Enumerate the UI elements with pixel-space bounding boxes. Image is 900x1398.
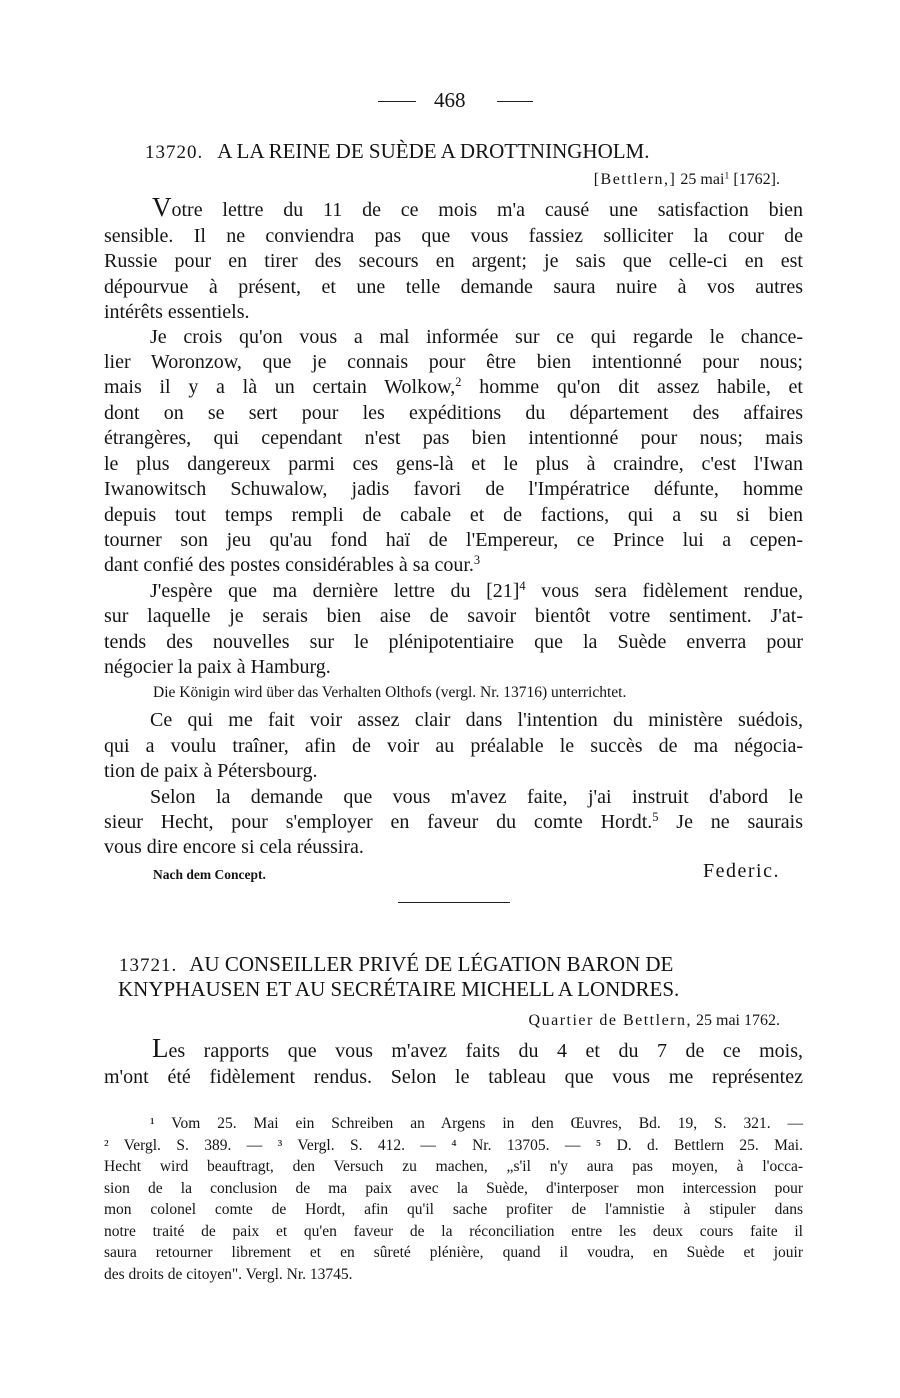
dateline-date: 25 mai (680, 171, 725, 188)
text-line: sur laquelle je serais bien aise de savoir bientôt votre sentiment. J'at- (104, 605, 803, 627)
text-line (104, 555, 803, 575)
text-line: vous dire encore si cela réussira. (104, 836, 364, 858)
text-line: lier Woronzow, que je connais pour être bien intentionné pour nous; (104, 351, 803, 373)
text-span: es rapports que vous m'avez faits du 4 et du 7 de ce mois, (168, 1040, 803, 1062)
text-line (104, 377, 803, 397)
footnote-ref: 4 (519, 579, 526, 594)
letter-title: A LA REINE DE SUÈDE A DROTTNINGHOLM. (217, 139, 650, 163)
footnote-ref: 3 (473, 553, 481, 568)
text-line: sensible. Il ne conviendra pas que vous fassiez solliciter la cour de (104, 225, 803, 247)
footnote-ref: 5 (652, 810, 659, 825)
dateline-date: 25 mai 1762. (696, 1012, 780, 1029)
dateline-year: [1762]. (733, 171, 780, 188)
text-span: homme qu'on dit assez habile, et (461, 376, 803, 398)
text-span: sieur Hecht, pour s'employer en faveur du comte Hordt. (104, 811, 653, 833)
text-line: Russie pour en tirer des secours en argent; je sais que celle-ci en est (104, 250, 803, 272)
text-line: intérêts essentiels. (104, 301, 250, 323)
text-line: étrangères, qui cependant n'est pas bien intentionné pour nous; mais (104, 427, 803, 449)
text-line (152, 192, 803, 222)
text-span: Je ne saurais (658, 811, 804, 833)
footnote-line: Hecht wird beauftragt, den Versuch zu machen, „s'il n'y aura pas moyen, à l'occa- (104, 1158, 803, 1175)
source-note: Nach dem Concept. (153, 867, 266, 882)
footnote-line: mon colonel comte de Hordt, afin qu'il sache profiter de l'amnistie à stipuler dans (104, 1201, 803, 1218)
dateline (594, 172, 780, 188)
editorial-note: Die Königin wird über das Verhalten Olthofs (vergl. Nr. 13716) unterrichtet. (153, 684, 627, 701)
text-line: tends des nouvelles sur le plénipotentiaire que la Suède enverra pour (104, 631, 803, 653)
text-span: otre lettre du 11 de ce mois m'a causé une satisfaction bien (171, 199, 803, 221)
footnote-line: notre traité de paix et qu'en faveur de la réconciliation entre les deux cours faite il (104, 1223, 803, 1240)
letter-number: 13720. (145, 142, 204, 163)
dateline (529, 1013, 780, 1029)
footnote-line: ¹ Vom 25. Mai ein Schreiben an Argens in den Œuvres, Bd. 19, S. 321. — (150, 1115, 803, 1132)
letter-heading (145, 141, 649, 162)
drop-initial: L (152, 1033, 169, 1063)
text-span: dant confié des postes considérables à sa cour. (104, 554, 474, 576)
drop-initial: V (152, 192, 172, 222)
text-line: Iwanowitsch Schuwalow, jadis favori de l'Impératrice défunte, homme (104, 478, 803, 500)
footnote-ref: 2 (455, 375, 462, 390)
letter-number: 13721. (119, 955, 178, 976)
text-line: le plus dangereux parmi ces gens-là et le plus à craindre, c'est l'Iwan (104, 453, 803, 475)
text-line: dont on se sert pour les expéditions du département des affaires (104, 402, 803, 424)
text-line (152, 1033, 803, 1063)
text-line: négocier la paix à Hamburg. (104, 656, 331, 678)
text-line: dépourvue à présent, et une telle demande saura nuire à vos autres (104, 276, 803, 298)
text-span: J'espère que ma dernière lettre du [21] (150, 580, 520, 602)
dateline-place: Quartier de Bettlern, (528, 1012, 692, 1029)
letter-heading (119, 954, 673, 975)
letter-title: AU CONSEILLER PRIVÉ DE LÉGATION BARON DE (189, 952, 674, 976)
header-rule-right (497, 101, 533, 102)
text-line (104, 812, 803, 832)
page-number: 468 (434, 88, 466, 112)
text-line: Je crois qu'on vous a mal informée sur ce qui regarde le chance- (150, 326, 803, 348)
footnote-line: ² Vergl. S. 389. — ³ Vergl. S. 412. — ⁴ Nr. 13705. — ⁵ D. d. Bettlern 25. Mai. (104, 1137, 803, 1154)
text-line (150, 581, 803, 601)
footnote-line: sion de la conclusion de ma paix avec la Suède, d'interposer mon intercession pour (104, 1180, 803, 1197)
dateline-place: [Bettlern,] (593, 171, 677, 188)
footnote-ref: 1 (724, 170, 730, 182)
letter-title-cont: KNYPHAUSEN ET AU SECRÉTAIRE MICHELL A LONDRES. (118, 977, 680, 1001)
text-line: Selon la demande que vous m'avez faite, j'ai instruit d'abord le (150, 786, 803, 808)
footnote-line: des droits de citoyen". Vergl. Nr. 13745. (104, 1266, 353, 1283)
text-line: m'ont été fidèlement rendus. Selon le tableau que vous me représentez (104, 1066, 803, 1088)
signature: Federic. (703, 860, 780, 882)
footnote-line: saura retourner librement et en sûreté plénière, quand il voudra, en Suède et jouir (104, 1244, 803, 1261)
header-rule-left (378, 101, 416, 102)
text-span: mais il y a là un certain Wolkow, (104, 376, 456, 398)
text-line: qui a voulu traîner, afin de voir au préalable le succès de ma négocia- (104, 735, 803, 757)
section-separator (398, 902, 510, 903)
text-line: depuis tout temps rempli de cabale et de factions, qui a su si bien (104, 504, 803, 526)
text-line: tion de paix à Pétersbourg. (104, 760, 318, 782)
text-span: vous sera fidèlement rendue, (525, 580, 803, 602)
text-line: Ce qui me fait voir assez clair dans l'intention du ministère suédois, (150, 709, 803, 731)
text-line: tourner son jeu qu'au fond haï de l'Empereur, ce Prince lui a cepen- (104, 529, 803, 551)
